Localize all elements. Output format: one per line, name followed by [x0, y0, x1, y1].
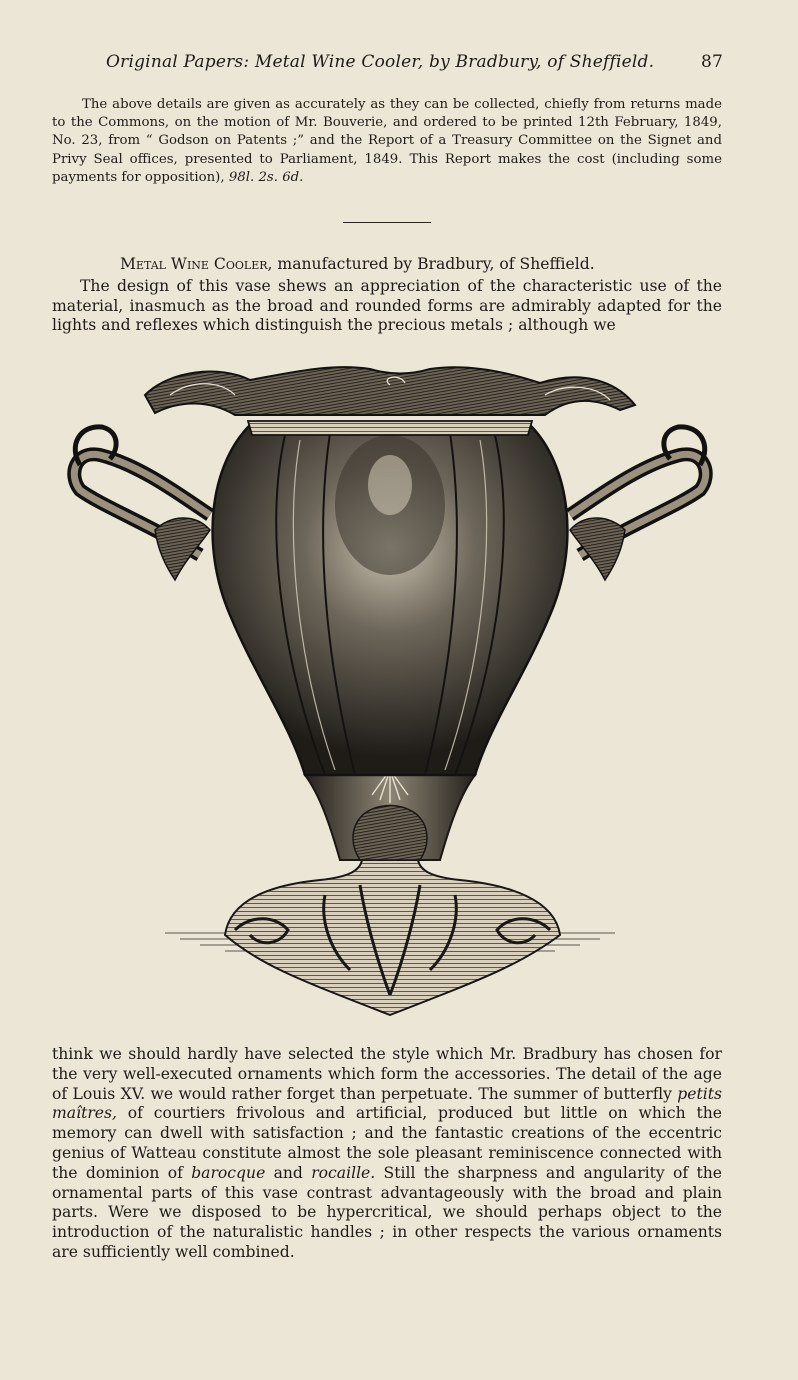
wine-cooler-engraving — [60, 355, 720, 1030]
lower-text-3: and — [265, 1163, 312, 1182]
section-divider — [343, 222, 431, 223]
section-heading-smallcaps: Metal Wine Cooler, — [120, 255, 273, 273]
lower-italic-rocaille: rocaille. — [311, 1163, 376, 1182]
lower-text-1: think we should hardly have selected the style which Mr. Bradbury has chosen for the very well-executed ornaments which form the accessories. The detail of the age of Louis XV. we would rather forget than perpetuate. The summer of butterfly — [52, 1045, 722, 1103]
page-number: 87 — [700, 52, 723, 72]
section-heading — [52, 255, 722, 275]
article-section — [52, 255, 722, 336]
lower-text-2: of courtiers frivolous and artificial, produced but little on which the memory can dwell with satisfaction ; and the fantastic creations of the eccentric genius of Watteau constitute almost the sole pleasant reminiscence connected with the dominion of — [52, 1104, 722, 1182]
wine-cooler-illustration — [60, 355, 720, 1030]
section-heading-rest: manufactured by Bradbury, of Sheffield. — [272, 255, 595, 273]
section-paragraph-top: The design of this vase shews an appreciation of the characteristic use of the material, inasmuch as the broad and rounded forms are admirably adapted for the lights and reflexes which distinguish the precious metals ; although we — [52, 276, 722, 335]
lower-text-4: Still the sharpness and angularity of the ornamental parts of this vase contrast advantageously with the broad and plain parts. Were we disposed to be hypercritical, we should perhaps object to the introduction of the naturalistic handles ; in other respects the various ornaments are sufficiently well combined. — [52, 1163, 722, 1261]
lower-paragraph — [52, 1045, 722, 1263]
intro-amount: 98l. 2s. 6d. — [228, 169, 304, 185]
running-head-title: Original Papers: Metal Wine Cooler, by Bradbury, of Sheffield. — [106, 52, 655, 72]
lower-italic-petits-maitres: petits maîtres, — [52, 1084, 722, 1123]
intro-paragraph — [52, 96, 722, 187]
lower-italic-barocque: barocque — [191, 1163, 266, 1182]
intro-text: The above details are given as accurately as they can be collected, chiefly from returns made to the Commons, on the motion of Mr. Bouverie, and ordered to be printed 12th February, 1849, No. 23, from “ Godson on Patents ;” and the Report of a Treasury Committee on the Signet and Privy Seal offices, presented to Parliament, 1849. This Report makes the cost (including some payments for opposition), — [52, 97, 722, 185]
